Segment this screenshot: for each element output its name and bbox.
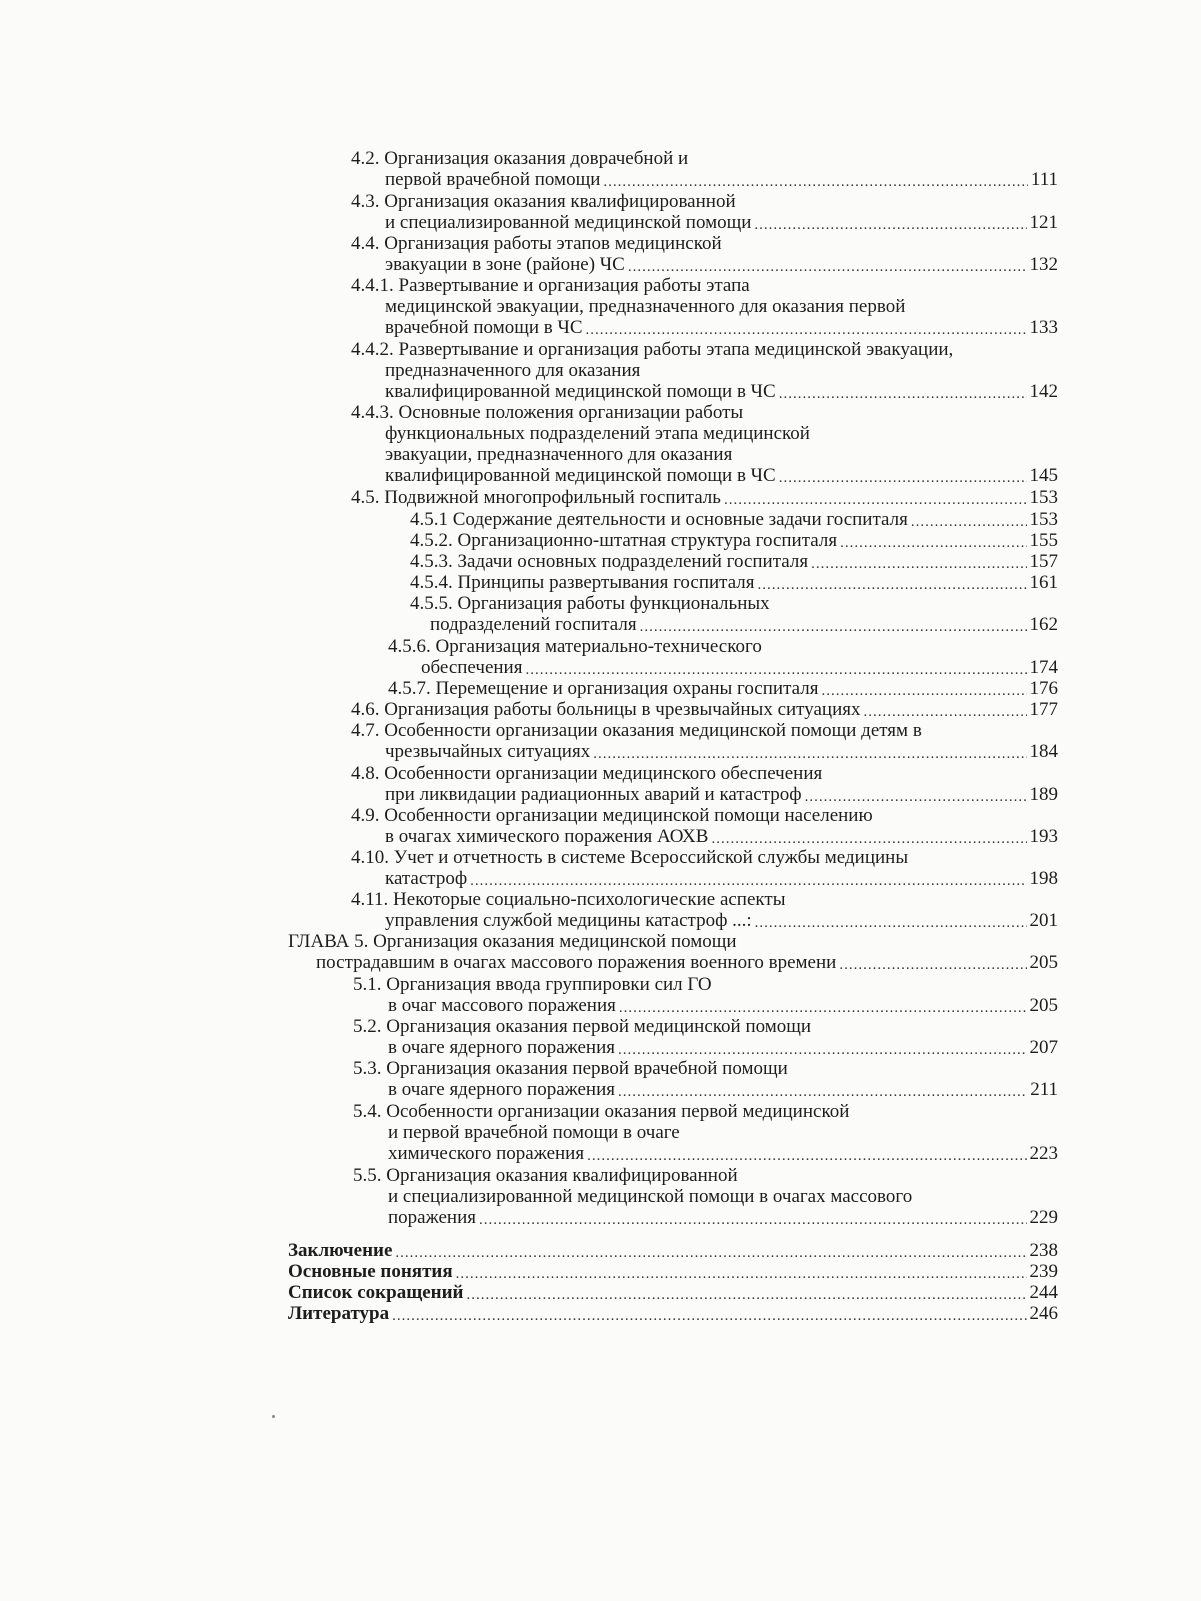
toc-entry-title: 4.4. Организация работы этапов медицинской <box>351 233 722 254</box>
dot-leader <box>628 258 1027 276</box>
toc-entry-title: катастроф <box>385 868 468 889</box>
toc-entry-title: медицинской эвакуации, предназначенного для оказания первой <box>385 296 906 317</box>
toc-entry-line-final <box>385 254 1058 276</box>
toc-entry-line-final <box>421 657 1058 679</box>
toc-entry-line-final <box>351 699 1058 721</box>
toc-entry-line <box>351 763 822 785</box>
dot-leader <box>618 1083 1027 1101</box>
dot-leader <box>805 788 1027 806</box>
page-number: 205 <box>1029 995 1058 1016</box>
toc-entry-title: 4.6. Организация работы больницы в чрезвычайных ситуациях <box>351 699 861 720</box>
toc-entry-line-final <box>388 678 1058 700</box>
toc-entry-title: первой врачебной помощи <box>385 169 601 190</box>
dot-leader <box>811 555 1026 573</box>
toc-entry-title: 4.5. Подвижной многопрофильный госпиталь <box>351 487 721 508</box>
dot-leader <box>619 999 1027 1017</box>
toc-entry-title: поражения <box>388 1207 476 1228</box>
toc-entry-line <box>351 805 873 827</box>
toc-entry-line <box>410 593 770 615</box>
toc-entry-title: квалифицированной медицинской помощи в ЧС <box>385 465 776 486</box>
page-number: 189 <box>1029 784 1058 805</box>
dot-leader <box>755 914 1027 932</box>
toc-entry-line-final <box>288 1240 1058 1262</box>
dot-leader <box>525 661 1026 679</box>
toc-entry-line <box>385 444 732 466</box>
toc-entry-title: квалифицированной медицинской помощи в ЧС <box>385 381 776 402</box>
toc-entry-title: 4.5.6. Организация материально-технического <box>388 636 762 657</box>
toc-entry-line <box>388 636 762 658</box>
toc-entry-line <box>351 720 922 742</box>
toc-entry-title: 4.5.3. Задачи основных подразделений госпиталя <box>410 551 809 572</box>
toc-entry-line-final <box>385 169 1058 191</box>
toc-entry-title: обеспечения <box>421 657 523 678</box>
toc-entry-title: 4.5.5. Организация работы функциональных <box>410 593 770 614</box>
page-number: 211 <box>1030 1079 1058 1100</box>
toc-entry-title: функциональных подразделений этапа медицинской <box>385 423 810 444</box>
toc-entry-line-final <box>388 995 1058 1017</box>
page-number: 176 <box>1029 678 1058 699</box>
toc-entry-title: 4.10. Учет и отчетность в системе Всероссийской службы медицины <box>351 847 909 868</box>
toc-entry-line-final <box>410 551 1058 573</box>
toc-entry-line-final <box>410 509 1058 531</box>
toc-entry-title: в очаге ядерного поражения <box>388 1037 616 1058</box>
dot-leader <box>754 216 1026 234</box>
toc-entry-line <box>351 847 908 869</box>
page-number: 207 <box>1029 1037 1058 1058</box>
toc-entry-line-final <box>288 1261 1058 1283</box>
toc-entry-line-final <box>385 212 1058 234</box>
toc-entry-line <box>351 233 722 255</box>
toc-entry-title: 4.9. Особенности организации медицинской помощи населению <box>351 805 873 826</box>
toc-entry-title: Литература <box>288 1303 390 1324</box>
page-number: 201 <box>1029 910 1058 931</box>
page-number: 132 <box>1029 254 1058 275</box>
dot-leader <box>586 321 1027 339</box>
toc-entry-line-final <box>385 868 1058 890</box>
page-number: 157 <box>1029 551 1058 572</box>
toc-entry-line <box>351 889 785 911</box>
page-number: 153 <box>1029 509 1058 530</box>
toc-entry-title: 4.4.1. Развертывание и организация работы этапа <box>351 275 750 296</box>
toc-entry-line-final <box>388 1207 1058 1229</box>
toc-entry-title: 4.5.4. Принципы развертывания госпиталя <box>410 572 755 593</box>
dot-leader <box>479 1211 1027 1229</box>
dot-leader <box>467 1286 1027 1304</box>
toc-entry-line-final <box>316 952 1058 974</box>
toc-entry-line <box>353 974 712 996</box>
toc-entry-title: врачебной помощи в ЧС <box>385 317 583 338</box>
dot-leader <box>724 491 1027 509</box>
toc-entry-line-final <box>385 381 1058 403</box>
toc-entry-line-final <box>385 910 1058 932</box>
scan-speck <box>272 1415 275 1418</box>
toc-entry-title: 4.3. Организация оказания квалифицированной <box>351 191 736 212</box>
toc-entry-title: 5.1. Организация ввода группировки сил ГО <box>353 974 712 995</box>
toc-entry-title: эвакуации в зоне (районе) ЧС <box>385 254 625 275</box>
toc-entry-title: 5.2. Организация оказания первой медицинской помощи <box>353 1016 812 1037</box>
toc-entry-line-final <box>385 826 1058 848</box>
toc-entry-title: 4.8. Особенности организации медицинского обеспечения <box>351 763 823 784</box>
toc-entry-line-final <box>288 1303 1058 1325</box>
dot-leader <box>618 1041 1026 1059</box>
toc-entry-line-final <box>430 614 1058 636</box>
page-number: 244 <box>1029 1282 1058 1303</box>
toc-entry-title: чрезвычайных ситуациях <box>385 741 591 762</box>
dot-leader <box>470 872 1026 890</box>
page-number: 111 <box>1030 169 1058 190</box>
toc-entry-title: 4.4.3. Основные положения организации работы <box>351 402 744 423</box>
toc-entry-line-final <box>351 487 1058 509</box>
page-number: 142 <box>1029 381 1058 402</box>
page-number: 184 <box>1029 741 1058 762</box>
dot-leader <box>821 682 1026 700</box>
toc-entry-line-final <box>385 784 1058 806</box>
toc-entry-line <box>353 1016 811 1038</box>
dot-leader <box>779 469 1027 487</box>
toc-entry-line-final <box>385 317 1058 339</box>
page-number: 198 <box>1029 868 1058 889</box>
toc-entry-line <box>353 1101 849 1123</box>
page-number: 239 <box>1029 1261 1058 1282</box>
toc-entry-title: Заключение <box>288 1240 393 1261</box>
dot-leader <box>711 830 1026 848</box>
toc-entry-title: в очагах химического поражения АОХВ <box>385 826 709 847</box>
toc-entry-title: подразделений госпиталя <box>430 614 637 635</box>
toc-entry-line-final <box>410 572 1058 594</box>
toc-entry-line <box>351 339 953 361</box>
toc-entry-line-final <box>388 1079 1058 1101</box>
page-number: 193 <box>1029 826 1058 847</box>
toc-entry-line-final <box>410 530 1058 552</box>
toc-entry-line-final <box>388 1037 1058 1059</box>
toc-entry-line <box>288 931 737 953</box>
toc-entry-title: Основные понятия <box>288 1261 453 1282</box>
toc-entry-title: и специализированной медицинской помощи <box>385 212 752 233</box>
toc-entry-title: 5.3. Организация оказания первой врачебной помощи <box>353 1058 788 1079</box>
dot-leader <box>911 513 1027 531</box>
page-number: 177 <box>1029 699 1058 720</box>
toc-entry-line <box>351 275 750 297</box>
toc-entry-line <box>385 360 640 382</box>
page-number: 133 <box>1029 317 1058 338</box>
toc-entry-line <box>385 423 810 445</box>
toc-entry-title: 4.5.1 Содержание деятельности и основные задачи госпиталя <box>410 509 908 530</box>
toc-entry-title: эвакуации, предназначенного для оказания <box>385 444 733 465</box>
dot-leader <box>640 618 1027 636</box>
toc-entry-line-final <box>385 465 1058 487</box>
page-number: 145 <box>1029 465 1058 486</box>
toc-entry-title: 5.4. Особенности организации оказания первой медицинской <box>353 1101 850 1122</box>
dot-leader <box>863 703 1026 721</box>
toc-entry-title: 4.7. Особенности организации оказания медицинской помощи детям в <box>351 720 922 741</box>
dot-leader <box>456 1265 1027 1283</box>
dot-leader <box>395 1244 1026 1262</box>
toc-entry-title: 4.2. Организация оказания доврачебной и <box>351 148 689 169</box>
toc-entry-line-final <box>288 1282 1058 1304</box>
toc-entry-title: предназначенного для оказания <box>385 360 641 381</box>
toc-entry-title: 4.11. Некоторые социально-психологические аспекты <box>351 889 786 910</box>
page-number: 153 <box>1029 487 1058 508</box>
toc-entry-title: при ликвидации радиационных аварий и катастроф <box>385 784 802 805</box>
dot-leader <box>587 1147 1026 1165</box>
page-number: 174 <box>1029 657 1058 678</box>
toc-entry-line-final <box>385 741 1058 763</box>
dot-leader <box>840 534 1026 552</box>
page-number: 238 <box>1029 1240 1058 1261</box>
page-number: 155 <box>1029 530 1058 551</box>
page-number: 162 <box>1029 614 1058 635</box>
page-number: 229 <box>1029 1207 1058 1228</box>
toc-entry-line <box>351 191 736 213</box>
dot-leader <box>593 745 1026 763</box>
toc-entry-line <box>353 1165 738 1187</box>
page-number: 246 <box>1029 1303 1058 1324</box>
toc-entry-title: в очаге ядерного поражения <box>388 1079 616 1100</box>
toc-entry-title: в очаг массового поражения <box>388 995 616 1016</box>
toc-entry-title: 4.5.7. Перемещение и организация охраны госпиталя <box>388 678 819 699</box>
toc-entry-line <box>388 1122 680 1144</box>
toc-entry-title: управления службой медицины катастроф ...: <box>385 910 752 931</box>
toc-entry-title: 4.5.2. Организационно-штатная структура госпиталя <box>410 530 838 551</box>
dot-leader <box>603 173 1028 191</box>
toc-entry-line <box>351 402 743 424</box>
toc-entry-line <box>351 148 688 170</box>
dot-leader <box>392 1307 1026 1325</box>
dot-leader <box>779 385 1027 403</box>
toc-entry-title: и первой врачебной помощи в очаге <box>388 1122 680 1143</box>
toc-entry-line <box>385 296 905 318</box>
toc-entry-title: Список сокращений <box>288 1282 464 1303</box>
toc-entry-title: пострадавшим в очагах массового поражения военного времени <box>316 952 837 973</box>
toc-entry-title: и специализированной медицинской помощи в очагах массового <box>388 1186 913 1207</box>
toc-entry-title: 5.5. Организация оказания квалифицированной <box>353 1165 738 1186</box>
toc-entry-line-final <box>388 1143 1058 1165</box>
dot-leader <box>839 956 1026 974</box>
dot-leader <box>758 576 1027 594</box>
toc-entry-title: химического поражения <box>388 1143 585 1164</box>
toc-entry-title: 4.4.2. Развертывание и организация работы этапа медицинской эвакуации, <box>351 339 954 360</box>
page-number: 161 <box>1029 572 1058 593</box>
toc-entry-title: ГЛАВА 5. Организация оказания медицинской помощи <box>288 931 737 952</box>
page-number: 223 <box>1029 1143 1058 1164</box>
page-number: 121 <box>1029 212 1058 233</box>
page-number: 205 <box>1029 952 1058 973</box>
toc-entry-line <box>388 1186 912 1208</box>
toc-entry-line <box>353 1058 788 1080</box>
